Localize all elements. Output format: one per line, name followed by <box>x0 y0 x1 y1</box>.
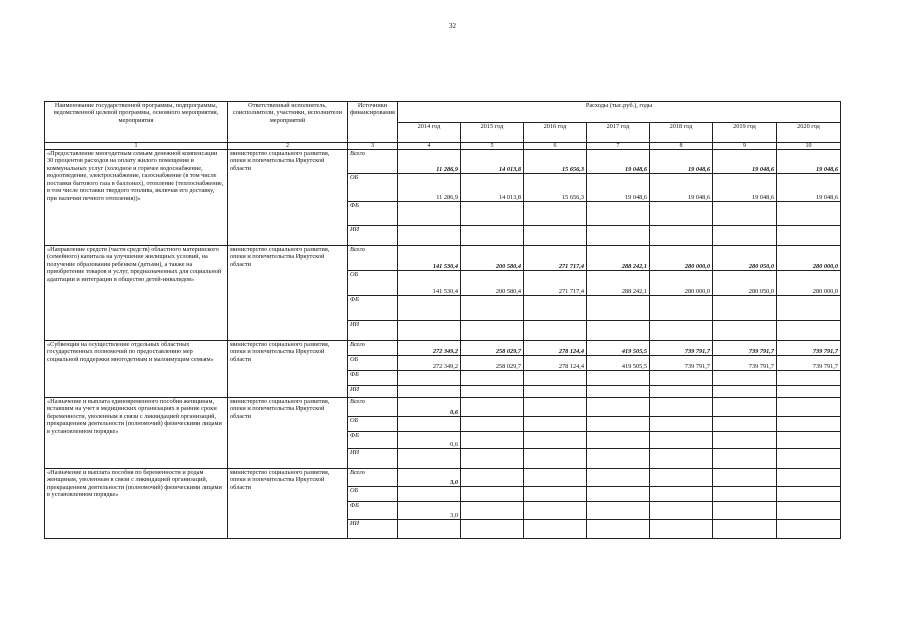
amount-cell: 14 013,8 <box>461 150 524 174</box>
executor: министерство социального развития, опеки и попечительства Иркутской области <box>228 398 348 469</box>
amount-cell <box>587 371 650 386</box>
amount-cell <box>713 487 777 502</box>
funding-source: ИИ <box>348 520 398 539</box>
amount-cell <box>713 321 777 341</box>
col-index: 7 <box>587 143 650 150</box>
amount-cell <box>398 226 461 246</box>
funding-source: ОБ <box>348 356 398 371</box>
header-source: Источники финансирования <box>348 102 398 143</box>
amount-cell <box>713 296 777 321</box>
amount-cell <box>650 371 713 386</box>
amount-cell <box>713 417 777 432</box>
amount-cell <box>398 386 461 398</box>
col-index: 1 <box>45 143 228 150</box>
amount-cell: 739 791,7 <box>777 341 841 356</box>
amount-cell <box>524 449 587 469</box>
amount-cell <box>461 296 524 321</box>
amount-cell <box>777 449 841 469</box>
amount-cell <box>524 226 587 246</box>
header-name: Наименование государственной программы, подпрограммы, ведомственной целевой программы, основного мероприятия, мероприятия <box>45 102 228 143</box>
funding-source: ИИ <box>348 449 398 469</box>
year-2020: 2020 год <box>777 123 841 143</box>
year-2016: 2016 год <box>524 123 587 143</box>
amount-cell <box>713 449 777 469</box>
amount-cell <box>713 202 777 226</box>
amount-cell <box>524 321 587 341</box>
amount-cell <box>713 398 777 417</box>
amount-cell <box>587 296 650 321</box>
executor: министерство социального развития, опеки и попечительства Иркутской области <box>228 150 348 246</box>
amount-cell <box>587 417 650 432</box>
amount-cell <box>461 202 524 226</box>
funding-source: Всего <box>348 341 398 356</box>
amount-cell: 739 791,7 <box>650 356 713 371</box>
amount-cell <box>713 520 777 539</box>
amount-cell: 19 048,6 <box>777 174 841 202</box>
year-2018: 2018 год <box>650 123 713 143</box>
amount-cell: 19 048,6 <box>650 174 713 202</box>
funding-source: Всего <box>348 246 398 271</box>
amount-cell: 280 000,0 <box>777 246 841 271</box>
amount-cell: 739 791,7 <box>777 356 841 371</box>
header-expenses: Расходы (тыс.руб.), годы <box>398 102 841 123</box>
amount-cell <box>713 469 777 487</box>
amount-cell: 280 050,0 <box>713 271 777 296</box>
amount-cell: 19 048,6 <box>587 150 650 174</box>
amount-cell <box>713 226 777 246</box>
amount-cell: 19 048,6 <box>713 150 777 174</box>
funding-source: Всего <box>348 469 398 487</box>
amount-cell <box>461 321 524 341</box>
amount-cell <box>777 386 841 398</box>
funding-source: ИИ <box>348 386 398 398</box>
executor: министерство социального развития, опеки и попечительства Иркутской области <box>228 341 348 398</box>
header-executor: Ответственный исполнитель, соисполнители, участники, исполнители мероприятий <box>228 102 348 143</box>
amount-cell: 271 717,4 <box>524 271 587 296</box>
amount-cell: 19 048,6 <box>713 174 777 202</box>
funding-source: Всего <box>348 150 398 174</box>
amount-cell <box>777 202 841 226</box>
funding-source: ИИ <box>348 321 398 341</box>
col-index: 3 <box>348 143 398 150</box>
year-2017: 2017 год <box>587 123 650 143</box>
amount-cell <box>650 417 713 432</box>
amount-cell <box>777 417 841 432</box>
amount-cell <box>461 502 524 520</box>
amount-cell <box>777 469 841 487</box>
amount-cell <box>398 417 461 432</box>
funding-source: ОБ <box>348 417 398 432</box>
col-index: 2 <box>228 143 348 150</box>
amount-cell <box>713 502 777 520</box>
amount-cell: 739 791,7 <box>713 356 777 371</box>
funding-source: ИИ <box>348 226 398 246</box>
amount-cell <box>398 449 461 469</box>
amount-cell <box>777 502 841 520</box>
amount-cell <box>587 432 650 449</box>
amount-cell: 419 505,5 <box>587 341 650 356</box>
amount-cell <box>398 321 461 341</box>
amount-cell <box>777 487 841 502</box>
amount-cell <box>777 296 841 321</box>
amount-cell <box>461 371 524 386</box>
amount-cell <box>524 417 587 432</box>
col-index: 4 <box>398 143 461 150</box>
page-number: 32 <box>449 22 456 30</box>
table-row <box>45 150 841 174</box>
amount-cell: 14 013,8 <box>461 174 524 202</box>
amount-cell: 200 580,4 <box>461 246 524 271</box>
col-index: 10 <box>777 143 841 150</box>
amount-cell <box>524 296 587 321</box>
amount-cell <box>524 487 587 502</box>
activity-name: «Направление средств (части средств) областного материнского (семейного) капитала на улучшение жилищных условий, на получение образования ребенком (детьми), а также на приобретение товаров и услуг, предназначенных для социальной адаптации и интеграции в общество детей-инвалидов» <box>45 246 228 341</box>
amount-cell <box>777 371 841 386</box>
amount-cell <box>650 432 713 449</box>
amount-cell: 280 050,0 <box>713 246 777 271</box>
amount-cell: 258 029,7 <box>461 341 524 356</box>
amount-cell <box>777 398 841 417</box>
year-2019: 2019 год <box>713 123 777 143</box>
amount-cell <box>650 398 713 417</box>
amount-cell: 280 000,0 <box>777 271 841 296</box>
header-row <box>45 102 841 123</box>
amount-cell <box>461 449 524 469</box>
amount-cell <box>713 432 777 449</box>
col-index: 8 <box>650 143 713 150</box>
amount-cell <box>650 520 713 539</box>
amount-cell <box>461 386 524 398</box>
amount-cell: 0,6 <box>398 432 461 449</box>
amount-cell: 11 286,9 <box>398 150 461 174</box>
amount-cell: 0,6 <box>398 398 461 417</box>
amount-cell: 19 048,6 <box>587 174 650 202</box>
funding-source: ОБ <box>348 487 398 502</box>
amount-cell: 141 530,4 <box>398 246 461 271</box>
year-2014: 2014 год <box>398 123 461 143</box>
amount-cell <box>777 432 841 449</box>
amount-cell <box>398 487 461 502</box>
amount-cell <box>650 296 713 321</box>
amount-cell <box>398 371 461 386</box>
amount-cell <box>524 386 587 398</box>
amount-cell: 272 349,2 <box>398 341 461 356</box>
amount-cell <box>524 520 587 539</box>
amount-cell <box>777 226 841 246</box>
amount-cell <box>461 226 524 246</box>
table-row <box>45 469 841 487</box>
amount-cell <box>587 520 650 539</box>
amount-cell <box>650 202 713 226</box>
amount-cell: 271 717,4 <box>524 246 587 271</box>
amount-cell <box>587 321 650 341</box>
activity-name: «Назначение и выплата единовременного пособия женщинам, вставшим на учет в медицинских организациях в ранние сроки беременности, уволенным в связи с ликвидацией организаций, прекращением деятельности (полномочий) физическими лицами в установленном порядке» <box>45 398 228 469</box>
expenses-table <box>44 101 841 539</box>
table-row <box>45 246 841 271</box>
amount-cell: 419 505,5 <box>587 356 650 371</box>
executor: министерство социального развития, опеки и попечительства Иркутской области <box>228 246 348 341</box>
activity-name: «Назначение и выплата пособия по беременности и родам женщинам, уволенным в связи с ликвидацией организаций, прекращением деятельности (полномочий) физическими лицами в установленном порядке» <box>45 469 228 539</box>
funding-source: ФБ <box>348 502 398 520</box>
amount-cell: 739 791,7 <box>650 341 713 356</box>
amount-cell: 272 349,2 <box>398 356 461 371</box>
amount-cell <box>587 502 650 520</box>
executor: министерство социального развития, опеки и попечительства Иркутской области <box>228 469 348 539</box>
amount-cell <box>524 502 587 520</box>
amount-cell: 11 286,9 <box>398 174 461 202</box>
table-row <box>45 398 841 417</box>
amount-cell <box>524 371 587 386</box>
col-index: 5 <box>461 143 524 150</box>
amount-cell <box>587 226 650 246</box>
funding-source: ОБ <box>348 271 398 296</box>
amount-cell <box>461 417 524 432</box>
amount-cell <box>398 520 461 539</box>
funding-source: ФБ <box>348 371 398 386</box>
year-2015: 2015 год <box>461 123 524 143</box>
amount-cell <box>524 202 587 226</box>
amount-cell: 200 580,4 <box>461 271 524 296</box>
amount-cell <box>461 398 524 417</box>
amount-cell: 258 029,7 <box>461 356 524 371</box>
amount-cell: 278 124,4 <box>524 356 587 371</box>
activity-name: «Субвенция на осуществление отдельных областных государственных полномочий по предоставлению мер социальной поддержки многодетным и малоимущим семьям» <box>45 341 228 398</box>
funding-source: ФБ <box>348 432 398 449</box>
table-row <box>45 341 841 356</box>
amount-cell <box>461 469 524 487</box>
amount-cell <box>713 371 777 386</box>
amount-cell <box>650 321 713 341</box>
amount-cell: 15 656,3 <box>524 174 587 202</box>
amount-cell: 739 791,7 <box>713 341 777 356</box>
amount-cell: 288 242,1 <box>587 246 650 271</box>
amount-cell: 278 124,4 <box>524 341 587 356</box>
amount-cell <box>713 386 777 398</box>
amount-cell <box>650 469 713 487</box>
amount-cell: 19 048,6 <box>777 150 841 174</box>
amount-cell <box>777 321 841 341</box>
funding-source: ФБ <box>348 202 398 226</box>
amount-cell <box>461 432 524 449</box>
amount-cell <box>587 487 650 502</box>
amount-cell <box>650 386 713 398</box>
amount-cell <box>587 398 650 417</box>
funding-source: ОБ <box>348 174 398 202</box>
amount-cell <box>650 449 713 469</box>
activity-name: «Предоставление многодетным семьям денежной компенсации 30 процентов расходов на оплату жилого помещения и коммунальных услуг (холодное и горячее водоснабжение, водоотведение, электроснабжение, газоснабжение (в том числе поставки бытового газа в баллонах), отопление (теплоснабжение, в том числе поставки твердого топлива, включая его доставку, при наличии печного отопления))» <box>45 150 228 246</box>
table-body <box>45 102 841 539</box>
amount-cell: 3,0 <box>398 502 461 520</box>
amount-cell: 280 000,0 <box>650 246 713 271</box>
amount-cell <box>587 386 650 398</box>
amount-cell <box>587 202 650 226</box>
amount-cell: 280 000,0 <box>650 271 713 296</box>
amount-cell <box>650 502 713 520</box>
amount-cell <box>650 226 713 246</box>
amount-cell: 141 530,4 <box>398 271 461 296</box>
amount-cell <box>524 432 587 449</box>
col-index: 9 <box>713 143 777 150</box>
amount-cell <box>587 469 650 487</box>
amount-cell <box>398 296 461 321</box>
amount-cell <box>650 487 713 502</box>
amount-cell <box>461 520 524 539</box>
amount-cell: 3,0 <box>398 469 461 487</box>
column-index-row <box>45 143 841 150</box>
amount-cell <box>524 398 587 417</box>
amount-cell <box>398 202 461 226</box>
amount-cell <box>777 520 841 539</box>
funding-source: Всего <box>348 398 398 417</box>
col-index: 6 <box>524 143 587 150</box>
amount-cell <box>587 449 650 469</box>
amount-cell: 19 048,6 <box>650 150 713 174</box>
amount-cell <box>524 469 587 487</box>
funding-source: ФБ <box>348 296 398 321</box>
amount-cell: 15 656,3 <box>524 150 587 174</box>
amount-cell: 288 242,1 <box>587 271 650 296</box>
amount-cell <box>461 487 524 502</box>
